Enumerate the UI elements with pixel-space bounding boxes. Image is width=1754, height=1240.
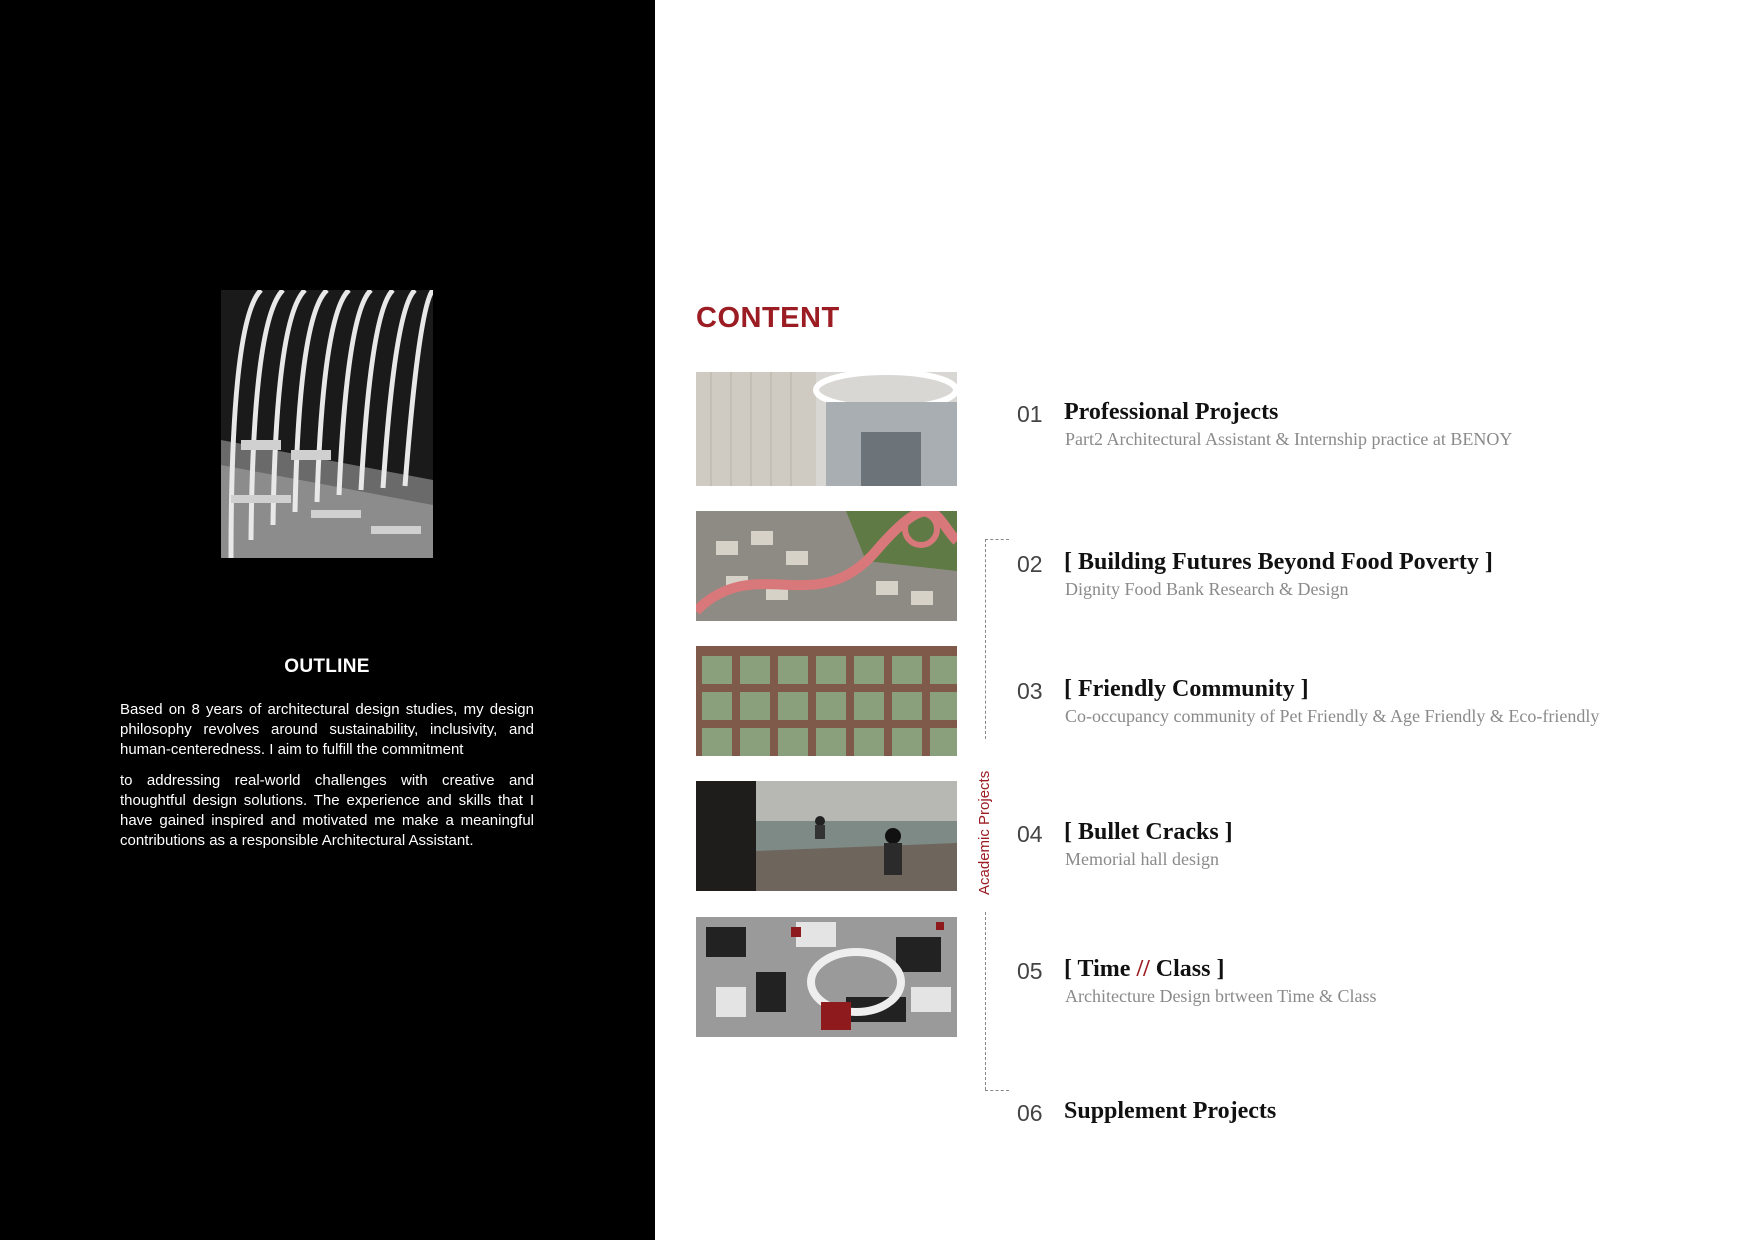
entry-title[interactable]: [ Building Futures Beyond Food Poverty ] — [1064, 549, 1493, 575]
entry-title[interactable] — [1064, 956, 1224, 983]
entry-subtitle: Memorial hall design — [1065, 849, 1219, 869]
thumbnail-bullet-cracks — [696, 781, 957, 891]
entry-number: 04 — [1017, 821, 1043, 847]
entry-number: 05 — [1017, 958, 1043, 984]
thumbnail-time-class — [696, 917, 957, 1037]
outline-panel — [0, 0, 655, 1240]
outline-paragraph-1: Based on 8 years of architectural design studies, my design philosophy revolves around sustainability, inclusivity, and human-centeredness. I aim to fulfill the commitment — [120, 701, 534, 758]
academic-projects-label: Academic Projects — [976, 770, 993, 895]
entry-title[interactable]: [ Friendly Community ] — [1064, 676, 1309, 702]
entry-number: 02 — [1017, 551, 1043, 577]
academic-bracket-upper — [985, 539, 986, 739]
entry-title[interactable]: Supplement Projects — [1064, 1098, 1277, 1124]
academic-bracket-lower — [985, 912, 986, 1090]
entry-subtitle: Dignity Food Bank Research & Design — [1065, 579, 1349, 599]
entry-title-separator: // — [1136, 956, 1150, 982]
outline-paragraph-2: to addressing real-world challenges with creative and thoughtful design solutions. The experience and skills that I have gained inspired and motivated me make a meaningful contributions as a responsible Architectural Assistant. — [120, 772, 534, 849]
outline-text — [120, 700, 534, 862]
entry-subtitle: Part2 Architectural Assistant & Internship practice at BENOY — [1065, 429, 1513, 449]
content-heading: CONTENT — [696, 302, 840, 334]
academic-bracket-bottom-cap — [985, 1090, 1009, 1091]
entry-subtitle: Co-occupancy community of Pet Friendly & Age Friendly & Eco-friendly — [1065, 706, 1600, 726]
entry-number: 03 — [1017, 678, 1043, 704]
entry-number: 06 — [1017, 1100, 1043, 1126]
thumbnail-friendly-community — [696, 646, 957, 756]
entry-title[interactable]: Professional Projects — [1064, 399, 1279, 425]
academic-bracket-top-cap — [985, 539, 1009, 540]
hero-image-arched-tunnel — [221, 290, 433, 558]
thumbnail-professional-projects — [696, 372, 957, 486]
thumbnail-food-bank — [696, 511, 957, 621]
outline-heading: OUTLINE — [284, 656, 370, 677]
entry-title-part-b: Class ] — [1149, 956, 1225, 982]
entry-title[interactable]: [ Bullet Cracks ] — [1064, 819, 1233, 845]
entry-subtitle: Architecture Design brtween Time & Class — [1065, 986, 1377, 1006]
entry-title-part-a: [ Time — [1064, 956, 1137, 982]
entry-number: 01 — [1017, 401, 1043, 427]
